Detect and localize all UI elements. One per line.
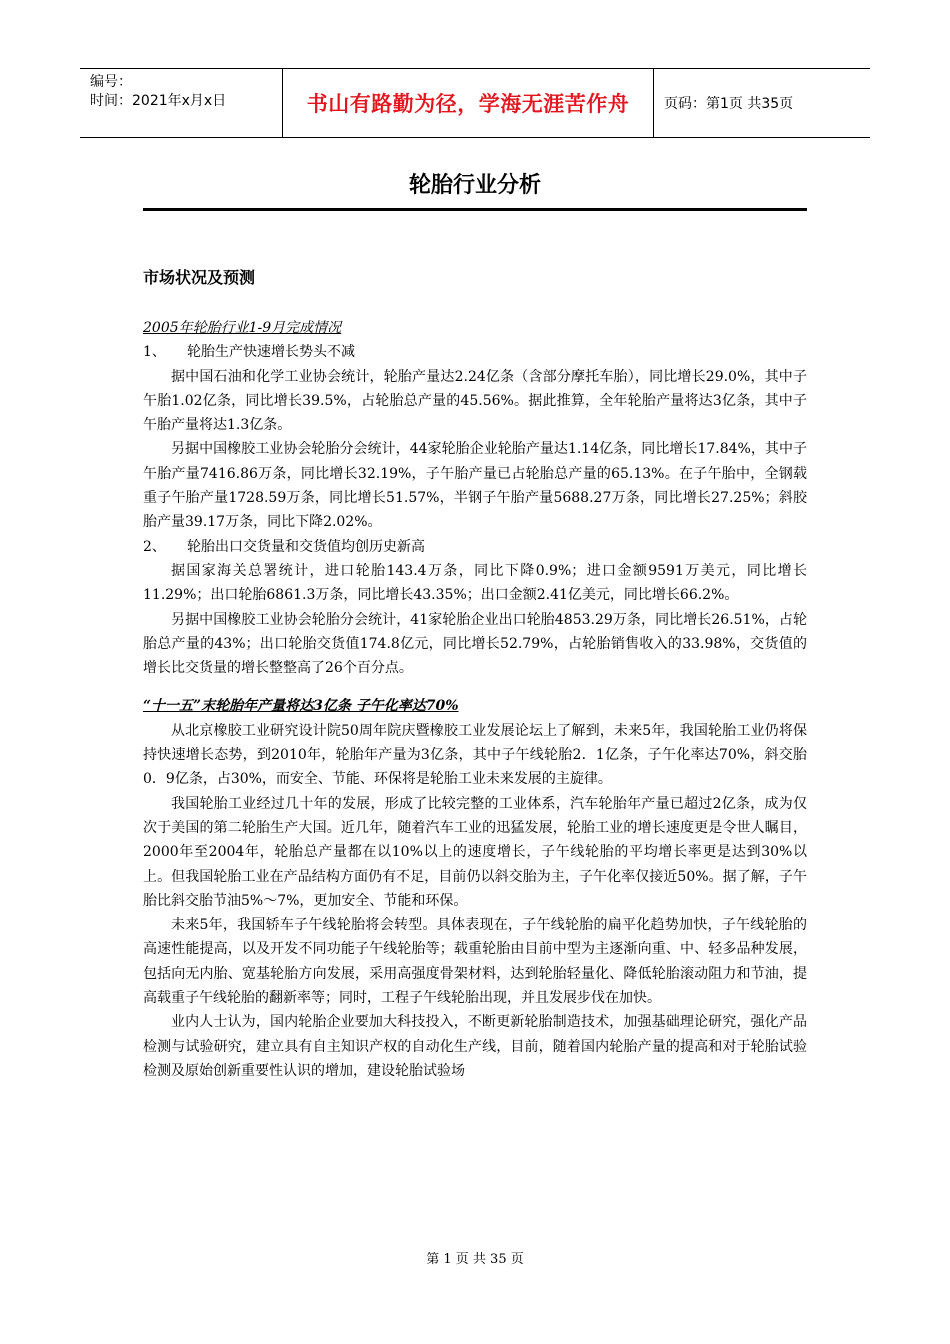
list-item-text: 轮胎生产快速增长势头不减 [187, 344, 355, 361]
document-number-label: 编号： [90, 74, 132, 90]
paragraph: 据中国石油和化学工业协会统计，轮胎产量达2.24亿条（含部分摩托车胎），同比增长29.0%，其中子午胎1.02亿条，同比增长39.5%，占轮胎总产量的45.56%。据此推算，全年轮胎产量将达3亿条，其中子午胎产量将达1.3亿条。 [143, 368, 807, 434]
page-title: 轮胎行业分析 [408, 173, 541, 198]
document-date-label: 时间：2021年x月x日 [90, 93, 227, 109]
paragraph: 未来5年，我国轿车子午线轮胎将会转型。具体表现在，子午线轮胎的扁平化趋势加快，子午线轮胎的高速性能提高，以及开发不同功能子午线轮胎等；载重轮胎由目前中型为主逐渐向重、中、轻多品种发展，包括向无内胎、宽基轮胎方向发展，采用高强度骨架材料，达到轮胎轻量化、降低轮胎滚动阻力和节油，提高载重子午线轮胎的翻新率等；同时，工程子午线轮胎出现，并且发展步伐在加快。 [143, 917, 807, 1007]
subheading-11th-five-year: “十一五”末轮胎年产量将达3亿条 子午化率达70% [143, 698, 459, 715]
list-item-number: 1、 [143, 344, 166, 361]
header-left-cell [80, 69, 282, 137]
paragraph: 从北京橡胶工业研究设计院50周年院庆暨橡胶工业发展论坛上了解到，未来5年，我国轮胎工业仍将保持快速增长态势，到2010年，轮胎年产量为3亿条，其中子午线轮胎2．1亿条，子午化率达70%，斜交胎0．9亿条，占30%，而安全、节能、环保将是轮胎工业未来发展的主旋律。 [143, 722, 807, 788]
header-table [80, 68, 870, 138]
paragraph: 另据中国橡胶工业协会轮胎分会统计，41家轮胎企业出口轮胎4853.29万条，同比增长26.51%，占轮胎总产量的43%；出口轮胎交货值174.8亿元，同比增长52.79%，占轮胎销售收入的33.98%，交货值的增长比交货量的增长整整高了26个百分点。 [143, 611, 807, 677]
page-footer: 第 1 页 共 35 页 [426, 1252, 524, 1267]
list-item-text: 轮胎出口交货量和交货值均创历史新高 [187, 538, 425, 555]
section-title: 市场状况及预测 [143, 268, 256, 287]
document-body [143, 316, 807, 1083]
paragraph: 据国家海关总署统计，进口轮胎143.4万条，同比下降0.9%；进口金额9591万美元，同比增长11.29%；出口轮胎6861.3万条，同比增长43.35%；出口金额2.41亿美元，同比增长66.2%。 [143, 562, 807, 604]
header-page-label: 页码：第1页 共35页 [664, 96, 794, 112]
list-item [143, 340, 807, 364]
paragraph: 我国轮胎工业经过几十年的发展，形成了比较完整的工业体系，汽车轮胎年产量已超过2亿条，成为仅次于美国的第二轮胎生产大国。近几年，随着汽车工业的迅猛发展，轮胎工业的增长速度更是令世人瞩目，2000年至2004年，轮胎总产量都在以10%以上的速度增长，子午线轮胎的平均增长率更是达到30%以上。但我国轮胎工业在产品结构方面仍有不足，目前仍以斜交胎为主，子午化率仅接近50%。据了解，子午胎比斜交胎节油5%～7%，更加安全、节能和环保。 [143, 795, 807, 909]
spacer [143, 680, 807, 694]
header-motto: 书山有路勤为径，学海无涯苦作舟 [282, 69, 654, 137]
paragraph: 业内人士认为，国内轮胎企业要加大科技投入，不断更新轮胎制造技术，加强基础理论研究，强化产品检测与试验研究，建立具有自主知识产权的自动化生产线，目前，随着国内轮胎产量的提高和对于轮胎试验检测及原始创新重要性认识的增加，建设轮胎试验场 [143, 1014, 807, 1079]
subheading-2005: 2005年轮胎行业1-9月完成情况 [143, 320, 342, 336]
list-item-number: 2、 [143, 538, 166, 555]
paragraph: 另据中国橡胶工业协会轮胎分会统计，44家轮胎企业轮胎产量达1.14亿条，同比增长17.84%，其中子午胎产量7416.86万条，同比增长32.19%，子午胎产量已占轮胎总产量的65.13%。在子午胎中，全钢载重子午胎产量1728.59万条，同比增长51.57%，半钢子午胎产量5688.27万条，同比增长27.25%；斜胶胎产量39.17万条，同比下降2.02%。 [143, 441, 807, 531]
list-item [143, 535, 807, 559]
title-underline [143, 208, 807, 211]
